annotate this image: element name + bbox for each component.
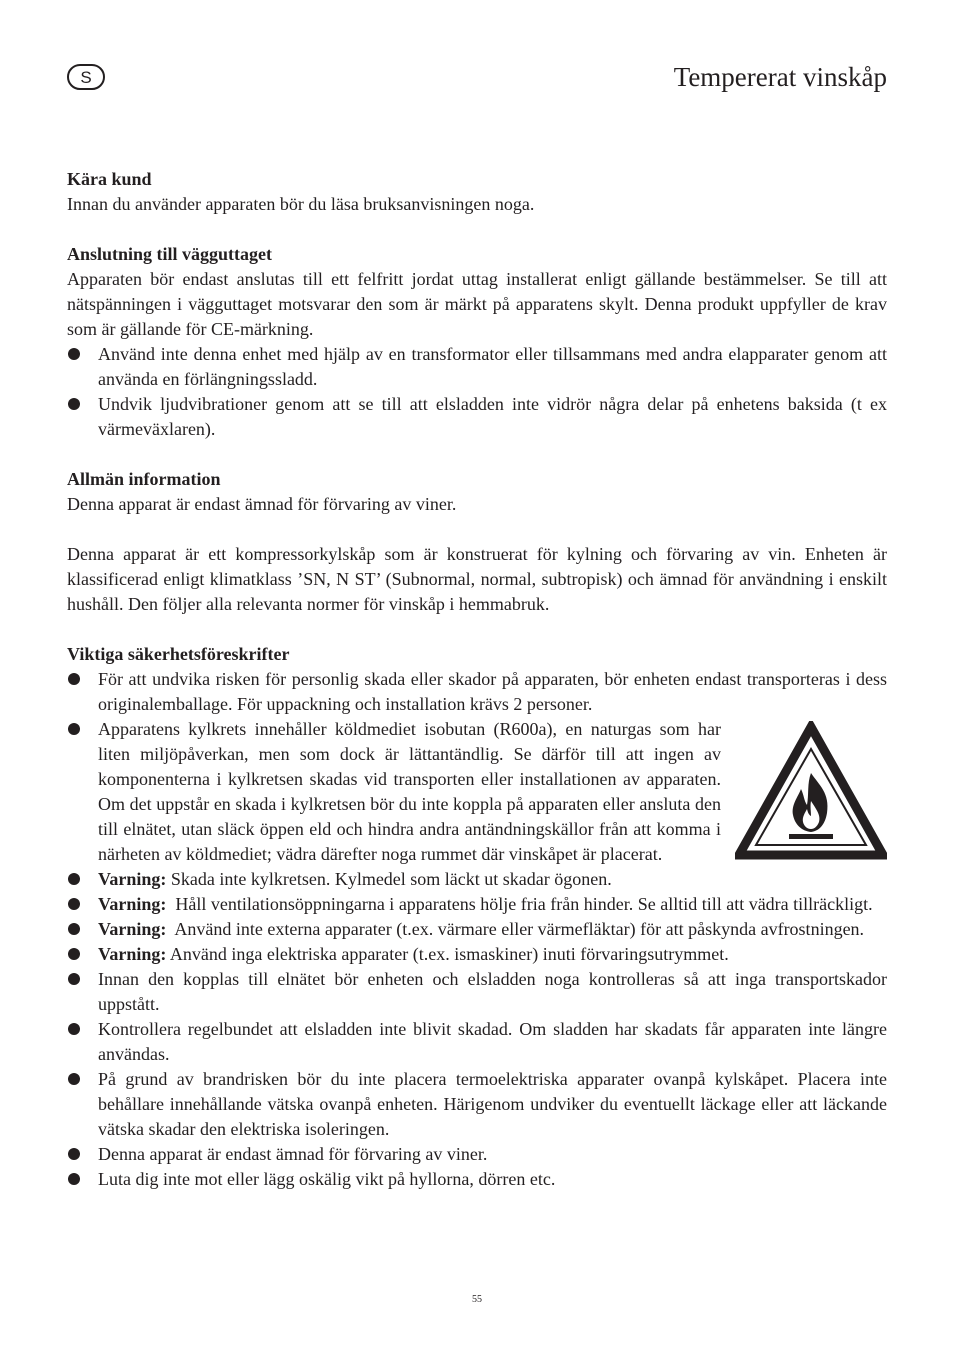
connection-heading: Anslutning till vägguttaget (67, 244, 273, 264)
document-body (67, 167, 887, 1192)
bullet-dot-icon (68, 398, 80, 410)
list-item (67, 667, 887, 717)
list-item-text: På grund av brandrisken bör du inte placera termoelektriska apparater ovanpå kylskåpet. Placera inte behållare innehållande vätska ovanpå enheten. Härigenom undviker du eventuellt läckage eller att läckande vätska skadar den elektriska isoleringen. (98, 1069, 887, 1139)
bullet-dot-icon (68, 673, 80, 685)
list-item-text: Apparatens kylkrets innehåller köldmediet isobutan (R600a), en naturgas som har liten miljöpåverkan, men som dock är lättantändlig. Se därför till att ingen av komponenterna i kylkretsen skadas vid transporten eller installationen av apparaten. Om det uppstår en skada i kylkretsen bör du inte koppla på apparaten eller ansluta den till elnätet, utan släck öppen eld och hindra andra antändningskällor från att komma i närheten av köldmediet; vädra därefter noga rummet där vinskåpet är placerat. (98, 719, 721, 864)
list-item (67, 392, 887, 442)
bullet-dot-icon (68, 1173, 80, 1185)
language-badge: S (67, 64, 105, 90)
general-text-2: Denna apparat är ett kompressorkylskåp som är konstruerat för kylning och förvaring av vin. Enheten är klassificerad enligt klimatklass ’SN, N ST’ (Subnormal, normal, subtropisk) och ämnad för användning i enskilt hushåll. Den följer alla relevanta normer för vinskåp i hemmabruk. (67, 544, 887, 614)
connection-text: Apparaten bör endast anslutas till ett felfritt jordat uttag installerat enligt gällande bestämmelser. Se till att nätspänningen i vägguttaget motsvarar den som är märkt på apparatens skylt. Denna produkt uppfyller de krav som är gällande för CE-märkning. (67, 269, 887, 339)
safety-heading: Viktiga säkerhetsföreskrifter (67, 644, 290, 664)
warning-text: Använd inte externa apparater (t.ex. värmare eller värmefläktar) för att påskynda avfrostningen. (174, 919, 865, 939)
warning-label: Varning: (98, 869, 167, 889)
warning-label: Varning: (98, 944, 167, 964)
page-number: 55 (472, 1294, 482, 1305)
page-title: Tempererat vinskåp (673, 62, 887, 92)
bullet-dot-icon (68, 948, 80, 960)
bullet-dot-icon (68, 873, 80, 885)
bullet-dot-icon (68, 898, 80, 910)
connection-list (67, 342, 887, 442)
bullet-dot-icon (68, 923, 80, 935)
bullet-dot-icon (68, 723, 80, 735)
bullet-dot-icon (68, 1073, 80, 1085)
list-item-text: Undvik ljudvibrationer genom att se till att elsladden inte vidrör några delar på enhetens baksida (t ex värmeväxlaren). (98, 394, 887, 439)
list-item (67, 892, 887, 917)
safety-list (67, 667, 887, 1192)
list-item (67, 1067, 887, 1142)
general-heading: Allmän information (67, 469, 221, 489)
list-item (67, 1167, 887, 1192)
list-item-text: Luta dig inte mot eller lägg oskälig vikt på hyllorna, dörren etc. (98, 1169, 556, 1189)
list-item-text: Använd inte denna enhet med hjälp av en transformator eller tillsammans med andra elapparater genom att använda en förlängningssladd. (98, 344, 887, 389)
bullet-dot-icon (68, 1148, 80, 1160)
list-item (67, 942, 887, 967)
list-item-text: Innan den kopplas till elnätet bör enheten och elsladden noga kontrolleras så att inga transportskador uppstått. (98, 969, 887, 1014)
list-item-text: Denna apparat är endast ämnad för förvaring av viner. (98, 1144, 488, 1164)
warning-text: Håll ventilationsöppningarna i apparatens hölje fria från hinder. Se alltid till att vädra tillräckligt. (175, 894, 873, 914)
warning-text: Skada inte kylkretsen. Kylmedel som läckt ut skadar ögonen. (170, 869, 612, 889)
list-item (67, 1142, 887, 1167)
list-item (67, 342, 887, 392)
list-item-text: För att undvika risken för personlig skada eller skador på apparaten, bör enheten endast transporteras i dess originalemballage. För uppackning och installation krävs 2 personer. (98, 669, 887, 714)
greeting-heading: Kära kund (67, 169, 152, 189)
list-item (67, 717, 887, 867)
list-item (67, 1017, 887, 1067)
greeting-text: Innan du använder apparaten bör du läsa bruksanvisningen noga. (67, 194, 535, 214)
warning-label: Varning: (98, 894, 167, 914)
bullet-dot-icon (68, 973, 80, 985)
list-item (67, 967, 887, 1017)
list-item (67, 917, 887, 942)
list-item-text: Kontrollera regelbundet att elsladden inte blivit skadad. Om sladden har skadats får apparaten inte längre användas. (98, 1019, 887, 1064)
bullet-dot-icon (68, 348, 80, 360)
general-text-1: Denna apparat är endast ämnad för förvaring av viner. (67, 494, 457, 514)
warning-text: Använd inga elektriska apparater (t.ex. ismaskiner) inuti förvaringsutrymmet. (169, 944, 729, 964)
list-item (67, 867, 887, 892)
bullet-dot-icon (68, 1023, 80, 1035)
flammable-warning-icon (735, 721, 887, 861)
warning-label: Varning: (98, 919, 167, 939)
